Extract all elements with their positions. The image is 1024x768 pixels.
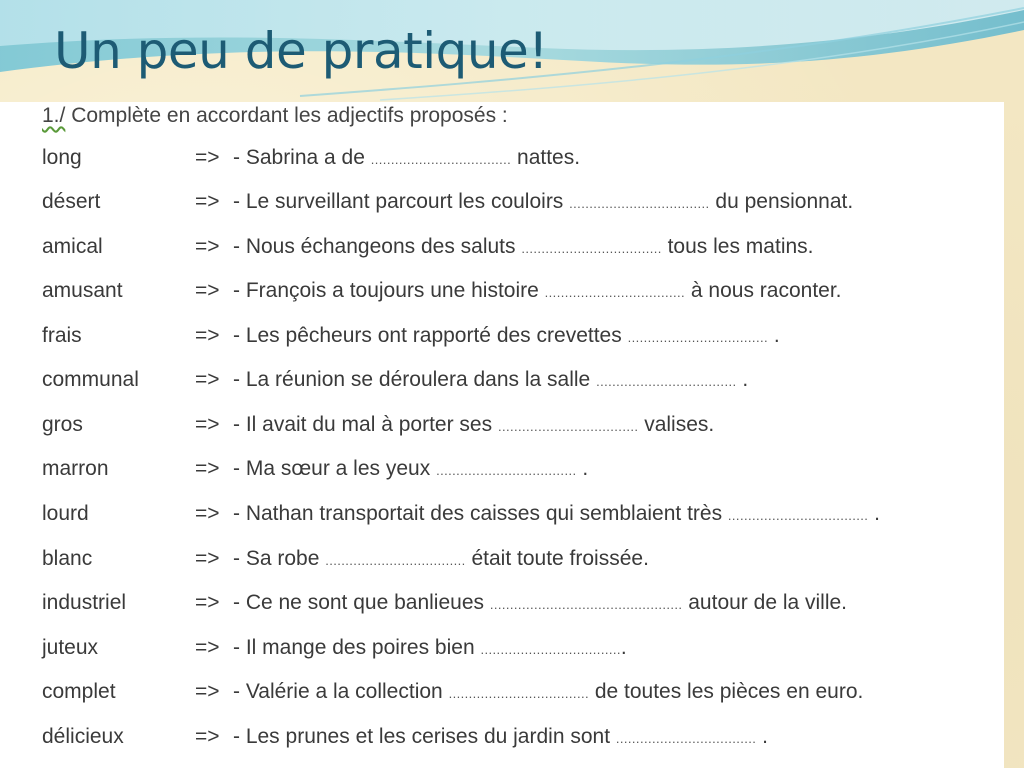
adjective: communal	[42, 368, 139, 391]
worksheet-image	[0, 102, 1004, 768]
arrow: =>	[195, 725, 220, 748]
adjective: blanc	[42, 547, 93, 570]
adjective: amusant	[42, 279, 123, 302]
sentence: - François a toujours une histoire ................................... à nous raconter.	[233, 279, 842, 302]
exercise-row-juteux	[0, 632, 1004, 664]
arrow: =>	[195, 235, 220, 258]
answer-blank: ...................................	[627, 330, 768, 345]
exercise-heading	[42, 104, 508, 128]
answer-blank: ...................................	[448, 686, 589, 701]
exercise-row-long	[0, 142, 1004, 174]
exercise-row-marron	[0, 453, 1004, 485]
exercise-row-blanc	[0, 543, 1004, 575]
exercise-row-amical	[0, 231, 1004, 263]
arrow: =>	[195, 146, 220, 169]
adjective: complet	[42, 680, 116, 703]
sentence: - Valérie a la collection ................................... de toutes les pièces en euro.	[233, 680, 864, 703]
exercise-row-gros	[0, 409, 1004, 441]
answer-blank: ...................................	[325, 553, 466, 568]
adjective: lourd	[42, 502, 89, 525]
sentence: - Les prunes et les cerises du jardin sont ................................... .	[233, 725, 768, 748]
arrow: =>	[195, 279, 220, 302]
adjective: délicieux	[42, 725, 124, 748]
adjective: gros	[42, 413, 83, 436]
answer-blank: ...................................	[569, 196, 710, 211]
answer-blank: ...................................	[544, 285, 686, 300]
adjective: long	[42, 146, 82, 169]
sentence: - Le surveillant parcourt les couloirs ................................... du pensionnat.	[233, 190, 854, 213]
arrow: =>	[195, 457, 220, 480]
sentence: - Il mange des poires bien ....................................	[233, 636, 627, 659]
adjective: amical	[42, 235, 103, 258]
sentence: - Les pêcheurs ont rapporté des crevettes ................................... .	[233, 324, 780, 347]
arrow: =>	[195, 680, 220, 703]
answer-blank: ...................................	[521, 241, 662, 256]
answer-blank: ...................................	[480, 642, 621, 657]
answer-blank: ...................................	[497, 419, 639, 434]
arrow: =>	[195, 413, 220, 436]
adjective: frais	[42, 324, 82, 347]
exercise-instruction: Complète en accordant les adjectifs proposés :	[65, 104, 508, 127]
exercise-row-frais	[0, 320, 1004, 352]
exercise-row-lourd	[0, 498, 1004, 530]
sentence: - Ce ne sont que banlieues ................................................ autour de la ville.	[233, 591, 848, 614]
answer-blank: ...................................	[436, 463, 577, 478]
arrow: =>	[195, 591, 220, 614]
sentence: - Ma sœur a les yeux ................................... .	[233, 457, 589, 480]
exercise-row-complet	[0, 676, 1004, 708]
exercise-row-delicieux	[0, 721, 1004, 753]
answer-blank: ................................................	[489, 597, 683, 612]
exercise-row-desert	[0, 186, 1004, 218]
arrow: =>	[195, 502, 220, 525]
answer-blank: ...................................	[615, 731, 757, 746]
answer-blank: ...................................	[596, 374, 737, 389]
arrow: =>	[195, 368, 220, 391]
exercise-number: 1./	[42, 104, 66, 127]
exercise-row-amusant	[0, 275, 1004, 307]
arrow: =>	[195, 547, 220, 570]
adjective: marron	[42, 457, 109, 480]
answer-blank: ...................................	[727, 508, 869, 523]
sentence: - Il avait du mal à porter ses ................................... valises.	[233, 413, 715, 436]
slide-title: Un peu de pratique!	[54, 22, 548, 80]
exercise-row-industriel	[0, 587, 1004, 619]
arrow: =>	[195, 324, 220, 347]
exercise-row-communal	[0, 364, 1004, 396]
sentence: - Sa robe ................................... était toute froissée.	[233, 547, 649, 570]
arrow: =>	[195, 190, 220, 213]
sentence: - La réunion se déroulera dans la salle ................................... .	[233, 368, 749, 391]
sentence: - Sabrina a de ................................... nattes.	[233, 146, 581, 169]
adjective: juteux	[42, 636, 99, 659]
sentence: - Nous échangeons des saluts ................................... tous les matins.	[233, 235, 814, 258]
answer-blank: ...................................	[370, 152, 512, 167]
adjective: désert	[42, 190, 101, 213]
sentence: - Nathan transportait des caisses qui semblaient très ................................... .	[233, 502, 880, 525]
arrow: =>	[195, 636, 220, 659]
adjective: industriel	[42, 591, 127, 614]
